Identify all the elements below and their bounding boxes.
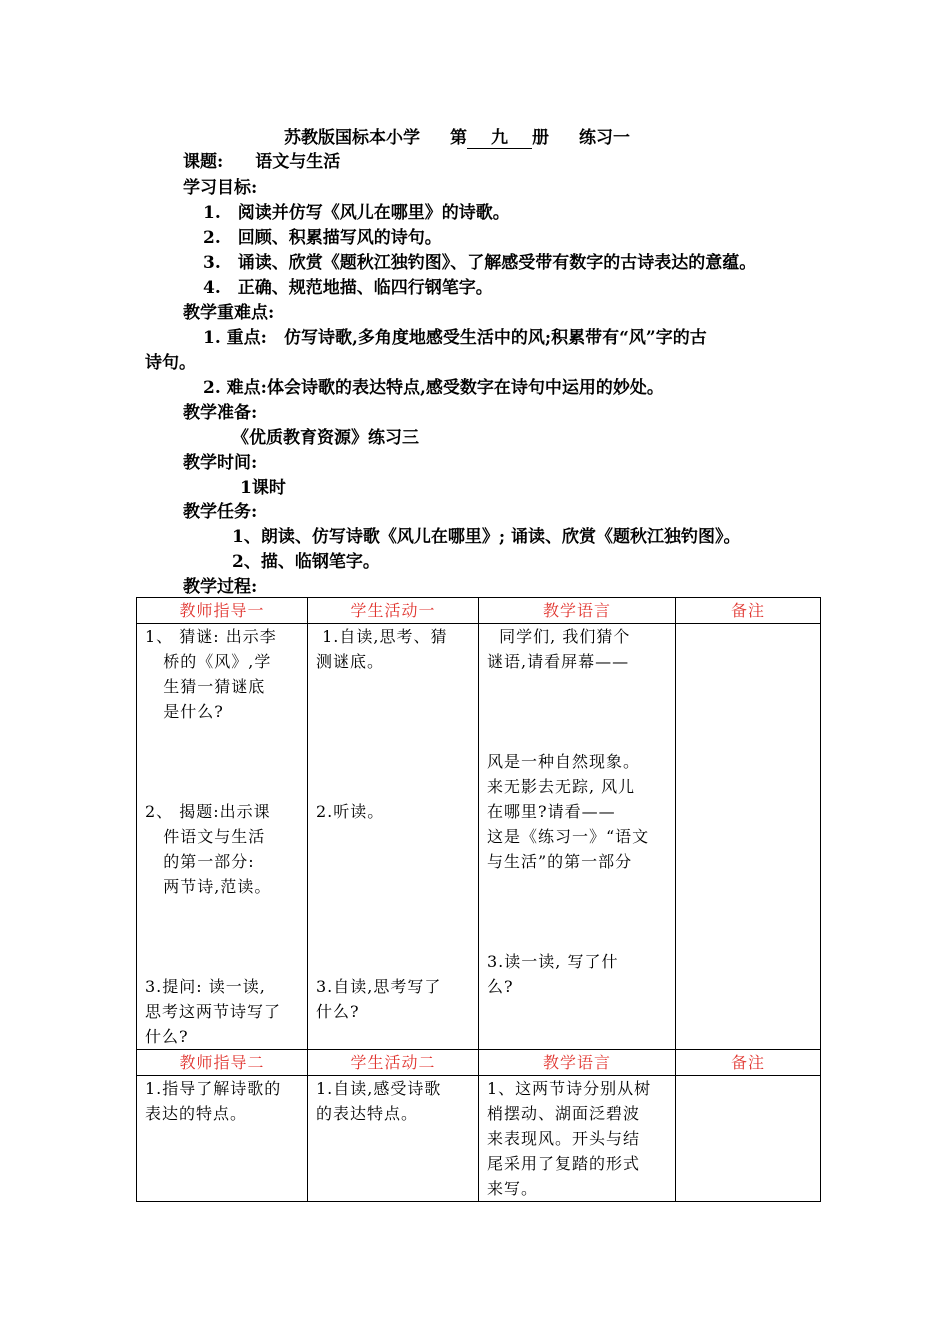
col-header-note: 备注	[676, 1050, 821, 1076]
title-lesson: 练习一	[579, 128, 630, 148]
table-header-row	[137, 1050, 821, 1076]
preparation-label: 教学准备:	[183, 403, 258, 423]
language-cell	[479, 1076, 676, 1202]
process-label: 教学过程:	[183, 577, 258, 597]
goals-label: 学习目标:	[183, 178, 258, 198]
preparation-value: 《优质教育资源》练习三	[232, 428, 419, 448]
col-header-teacher: 教师指导一	[137, 598, 308, 624]
teacher-cell	[137, 1076, 308, 1202]
volume-blank: 九	[467, 128, 532, 149]
student-cell	[308, 624, 479, 1050]
teacher-text: 1.指导了解诗歌的 表达的特点。	[145, 1079, 282, 1123]
key-points-label: 教学重难点:	[183, 303, 275, 323]
language-text: 1、这两节诗分别从树 梢摆动、湖面泛碧波 来表现风。开头与结 尾采用了复踏的形式 来写。	[487, 1079, 652, 1198]
col-header-language: 教学语言	[479, 598, 676, 624]
time-label: 教学时间:	[183, 453, 258, 473]
language-cell	[479, 624, 676, 1050]
table-header-row	[137, 598, 821, 624]
col-header-teacher: 教师指导二	[137, 1050, 308, 1076]
key-point-2: 2. 难点:体会诗歌的表达特点,感受数字在诗句中运用的妙处。	[203, 378, 664, 398]
key-point-1: 1. 重点: 仿写诗歌,多角度地感受生活中的风;积累带有“风”字的古	[203, 328, 707, 348]
key-point-1-continued: 诗句。	[145, 353, 196, 373]
col-header-language: 教学语言	[479, 1050, 676, 1076]
tasks-label: 教学任务:	[183, 502, 258, 522]
col-header-student: 学生活动一	[308, 598, 479, 624]
time-value: 1课时	[240, 478, 286, 498]
teacher-text: 1、 猜谜: 出示李 桥的《风》,学 生猜一猜谜底 是什么? 2、 揭题:出示课 件语文与生活 的第一部分: 两节诗,范读。 3.提问: 读一读, 思考这两节诗写了 什么?	[145, 627, 282, 1046]
student-text: 1.自读,感受诗歌 的表达特点。	[316, 1079, 442, 1123]
student-cell	[308, 1076, 479, 1202]
student-text: 1.自读,思考、猜 测谜底。 2.听读。 3.自读,思考写了 什么?	[316, 627, 448, 1021]
goal-item: 4. 正确、规范地描、临四行钢笔字。	[203, 278, 493, 298]
lesson-table	[136, 597, 821, 1202]
language-text: 同学们, 我们猜个 谜语,请看屏幕—— 风是一种自然现象。 来无影去无踪, 风儿 在哪里?请看—— 这是《练习一》“语文 与生活”的第一部分 3.读一读, 写了什 么?	[487, 627, 650, 996]
goal-item: 2. 回顾、积累描写风的诗句。	[203, 228, 442, 248]
table-row	[137, 624, 821, 1050]
title-di: 第	[450, 128, 467, 148]
topic-value: 语文与生活	[255, 152, 341, 172]
title-prefix: 苏教版国标本小学	[284, 128, 420, 148]
task-item: 2、描、临钢笔字。	[232, 552, 380, 572]
note-cell	[676, 624, 821, 1050]
title-ce: 册	[532, 128, 549, 148]
note-cell	[676, 1076, 821, 1202]
task-item: 1、朗读、仿写诗歌《风儿在哪里》; 诵读、欣赏《题秋江独钓图》。	[232, 527, 741, 547]
goal-item: 1. 阅读并仿写《风儿在哪里》的诗歌。	[203, 203, 510, 223]
teacher-cell	[137, 624, 308, 1050]
topic-label: 课题:	[183, 152, 224, 172]
topic-line	[183, 150, 340, 174]
col-header-note: 备注	[676, 598, 821, 624]
table-row	[137, 1076, 821, 1202]
col-header-student: 学生活动二	[308, 1050, 479, 1076]
goal-item: 3. 诵读、欣赏《题秋江独钓图》、了解感受带有数字的古诗表达的意蕴。	[203, 253, 757, 273]
page-title	[284, 126, 630, 150]
